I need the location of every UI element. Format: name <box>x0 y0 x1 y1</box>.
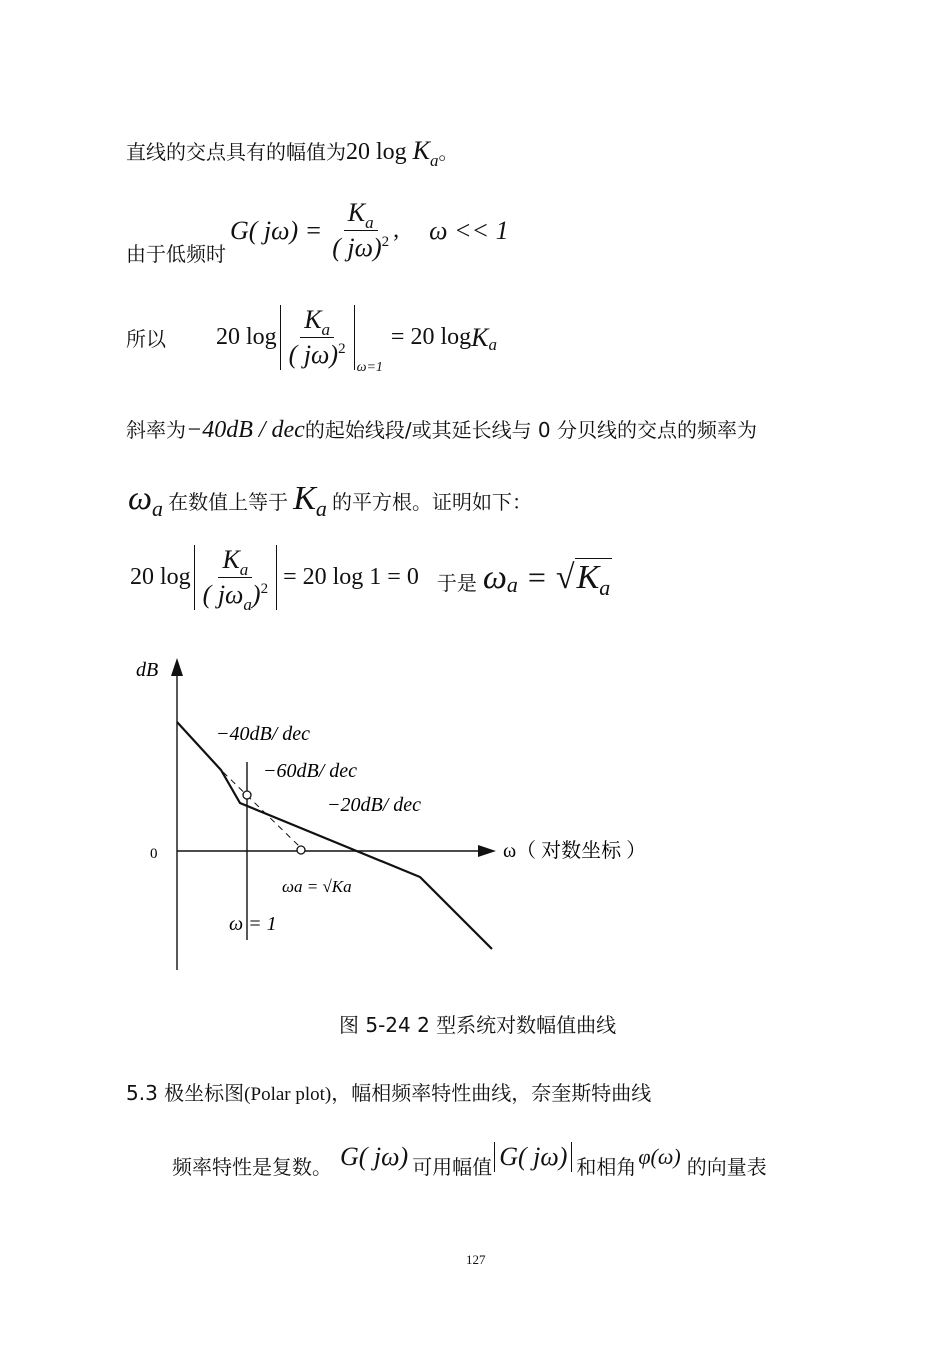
line-6-eq: = <box>527 559 546 595</box>
last-t4: 的向量表 <box>686 1154 767 1179</box>
line-3-abs: $\frac{Ka}{( j\omega)2}$ <box>280 305 355 370</box>
omega-a-label: ωa = √Ka <box>282 877 352 896</box>
line-2-num: K <box>347 198 366 227</box>
section-heading: 5.3 极坐标图(Polar plot)，幅相频率特性曲线，奈奎斯特曲线 <box>126 1081 652 1105</box>
line-3-rhs: = 20 log <box>390 324 472 350</box>
y-label: dB <box>136 659 159 681</box>
bode-magnitude-figure <box>0 650 952 1010</box>
line-4-pre: 斜率为 <box>126 418 186 442</box>
line-6: 20 log $\frac{Ka}{\text{( jωa)2}}$ = 20 log 1 = 0 于是 ω a = √ Ka <box>130 545 611 614</box>
line-5-post: 的平方根。证明如下： <box>331 490 532 514</box>
line-6-sqrt: Ka <box>576 559 611 600</box>
line-6-omega: ω <box>482 558 507 596</box>
line-1-a: a <box>430 151 439 170</box>
line-2 <box>126 198 509 266</box>
line-4-post: 的起始线段/或其延长线与 0 分贝线的交点的频率为 <box>304 418 758 442</box>
line-4 <box>126 414 757 444</box>
slope-40-label: −40dB/ dec <box>216 723 311 745</box>
last-t2: 可用幅值 <box>412 1154 493 1179</box>
last-phi: φ(ω) <box>638 1144 681 1169</box>
line-1-end: 。 <box>438 140 459 164</box>
line-2-comma: , <box>393 217 400 243</box>
page-number: 127 <box>466 1252 486 1267</box>
magnitude-curve <box>177 722 492 949</box>
line-4-math: −40dB / dec <box>186 417 305 443</box>
line-6-rhs: = 20 log 1 = 0 <box>283 564 419 590</box>
x-axis-arrow-icon <box>478 845 496 857</box>
line-2-cond: ω << 1 <box>429 215 509 245</box>
omega-a-marker <box>297 846 305 854</box>
line-3-text: 所以 <box>126 327 166 351</box>
figure-caption: 图 5-24 2 型系统对数幅值曲线 <box>339 1013 617 1037</box>
line-2-den: ( jω) <box>332 233 382 262</box>
last-line <box>172 1142 767 1179</box>
line-6-math: 20 log <box>130 564 191 590</box>
line-3: 所以 20 log $\frac{Ka}{( j\omega)2}$ ω=1 = 20 log K a <box>126 305 497 375</box>
line-3-math: 20 log <box>216 324 277 350</box>
line-1 <box>126 136 459 170</box>
omega-one-label: ω = 1 <box>229 913 277 935</box>
line-2-text: 由于低频时 <box>126 242 226 266</box>
line-5-omega: ω <box>128 480 153 517</box>
extension-dashed-line <box>223 772 300 847</box>
last-t3: 和相角 <box>576 1154 637 1179</box>
line-1-text: 直线的交点具有的幅值为 <box>126 140 346 164</box>
line-6-abs: $\frac{Ka}{\text{( jωa)2}}$ <box>194 545 277 610</box>
line-3-eval: ω=1 <box>356 359 383 375</box>
line-5-mid: 在数值上等于 <box>168 490 289 514</box>
slope-60-label: −60dB/ dec <box>263 760 358 782</box>
line-2-G: G( jω) = <box>230 215 323 245</box>
sqrt-icon: √ <box>555 558 575 596</box>
line-6-text: 于是 <box>436 571 477 595</box>
slope-20-label: −20dB/ dec <box>327 794 422 816</box>
line-1-K: K <box>412 136 431 165</box>
last-t1: 频率特性是复数。 <box>172 1154 332 1179</box>
x-label: ω（ 对数坐标 ） <box>503 840 647 862</box>
line-5: ωa 在数值上等于 Ka 的平方根。证明如下： <box>128 480 532 521</box>
line-5-K: K <box>293 480 316 517</box>
line-2-fraction: $\frac{Ka}{( j\omega)2}$ <box>332 198 390 262</box>
line-1-math: 20 log <box>346 139 413 165</box>
y-axis-arrow-icon <box>171 658 183 676</box>
last-G: G( jω) <box>340 1142 409 1171</box>
last-absG: G( jω) <box>494 1142 572 1172</box>
omega-one-marker <box>243 791 251 799</box>
zero-label: 0 <box>150 846 158 862</box>
